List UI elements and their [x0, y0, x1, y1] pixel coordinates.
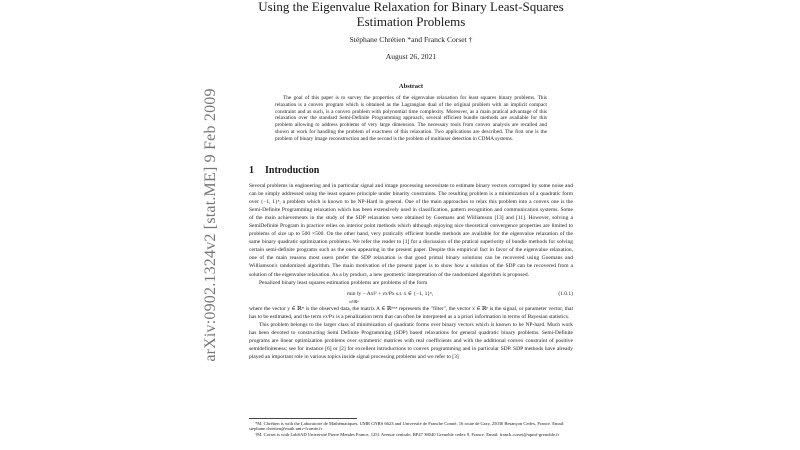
footnote-author-1: *M. Chrétien is with the Laboratoire de Mathématiques, UMR CNRS 6623 and Université de Franche Comté, 16 route de Gray, 25030 Besançon Cedex, France. Email: stephane.chretien@math.univ-fcomte.fr — [249, 421, 565, 432]
section-heading — [249, 165, 319, 176]
date: August 26, 2021 — [385, 52, 437, 61]
body-text — [249, 182, 573, 361]
footnote-author-2: †M. Corset is with LabSAD Université Pierre Mendes France, 1251 Avenue centrale, BP47 38040 Grenoble cedex 9, France. Email: franck.corset@upmf-grenoble.fr — [255, 431, 560, 437]
equation-number: (1.0.1) — [558, 290, 573, 297]
equation-1-0-1 — [249, 287, 573, 305]
arxiv-identifier-text: arXiv:0902.1324v2 [stat.ME] 9 Feb 2009 — [202, 88, 219, 362]
intro-paragraph-2: Penalized binary least squares estimation problems are problems of the form — [259, 279, 428, 286]
intro-paragraph-1: Several problems in engineering and in particular signal and image processing necessitate to estimate binary vectors corrupted by some noise and can be simply addressed using the least squares principle under binarity constraints. The resulting problem is a minimization of a quadratic form over {−1, 1}ⁿ, a problem which is known to be NP-Hard in general. One of the main approaches to relax this problem into a convex one is the Semi-Definite Programming relaxation which has been extensively used in classification, pattern recognition and communication systems. Some of the main achievements in the study of the SDP relaxation were obtained by Goemans and Williamson [13] and [11]. However, solving a SemiDefinite Program in practice relies on interior point methods which although enjoying nice theoretical convergence properties are limited to problems of size up to 500 ×500. On the other hand, very pratically efficient bundle methods are available for the eigenvalue relaxation of the same binary quadratic optimization problems. We refer the reader to [1] for a discussion of the pratical superiority of bundle methods for solving certain semi-definite programs such as the ones appearing in the present paper. Despite this empirical fact in favor of the eigenvalue relaxation, one of the main reasons most users prefer the SDP relaxation is that good primal binary solutions can be recovered using Goemans and Williamson's randomized algorithm. The main motivation of the present paper is to show how a solution of the SDP can be recovered from a solution of the eigenvalue relaxation. As a by product, a new geometric interpretation of the randomized algorithm is proposed. — [249, 183, 573, 278]
intro-paragraph-4: This problem belongs to the larger class of minimization of quadratic forms over binary vectors which is known to be NP-hard. Much work has been devoted to constructing Semi Definite Programming (SDP) based relaxations for general quadratic binary problems. Semi-Definite programs are linear optimization problems over symmetric matrices with real coefficients and with the additional convex constraint of positive semidefiniteness; see for instance [6] or [2] for excellent introductions to convex programming and in particular SDP. SDP methods have already played an important role in various topics inside signal processing problems and we refer to [3] — [249, 321, 573, 360]
abstract-text: The goal of this paper is to survey the properties of the eigenvalue relaxation for least squares binary problems. This relaxation is a convex program which is obtained as the Lagrangian dual of the original problem with an implicit compact constraint and as such, is a convex problem with polynomial time complexity. Moreover, as a main pratical advantage of this relaxation over the standard Semi-Definite Programming approach, several efficient bundle methods are available for this problem allowing to address problems of very large dimension. The necessary tools from convex analysis are recalled and shown at work for handling the problem of exactness of this relaxation. Two applications are described. The first one is the problem of binary image reconstruction and the second is the problem of multiuser detection in CDMA systems. — [275, 95, 547, 142]
footnotes — [249, 421, 573, 437]
equation-expression — [347, 290, 433, 306]
equation-body: min ‖y − Ax‖² + νxᵗPx s.t. x ∈ {−1, 1}ⁿ, — [347, 290, 434, 297]
paper-title-line-1: Using the Eigenvalue Relaxation for Binary Least-Squares — [258, 0, 564, 14]
section-number: 1 — [249, 165, 254, 176]
equation-subscript: x∈ℝⁿ — [349, 298, 359, 304]
footnote-divider — [249, 418, 357, 419]
section-title: Introduction — [265, 165, 320, 176]
paper-title-line-2: Estimation Problems — [356, 14, 466, 29]
authors: Stéphane Chrétien *and Franck Corset † — [349, 35, 473, 44]
abstract-heading: Abstract — [398, 83, 424, 90]
intro-paragraph-3: where the vector y ∈ ℝᵐ is the observed data, the matrix A ∈ ℝᵐˣⁿ represents the "filter", the vector x ∈ ℝⁿ is the signal, or parameter vector, that has to be estimated, and the term νxᵗPx is a penalization term that can often be interpreted as a a priori information in terms of Bayesian statistics. — [249, 305, 573, 320]
